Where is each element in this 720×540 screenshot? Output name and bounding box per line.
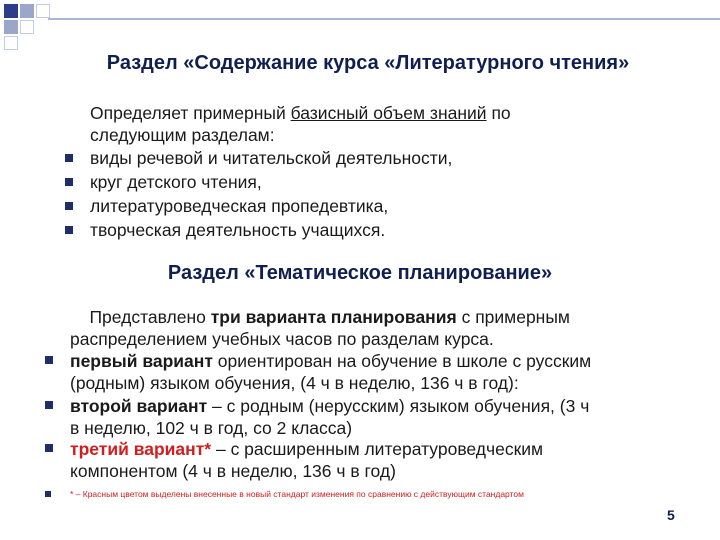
section2-intro-bold: три варианта планирования	[210, 307, 457, 327]
bullet-icon	[65, 226, 73, 234]
item3-red: третий вариант*	[70, 439, 212, 459]
section2-intro-post: с примерным	[456, 307, 570, 327]
item3-rest: – с расширенным литературоведческим	[211, 439, 544, 459]
section2-item-2	[70, 395, 589, 439]
section1-item-1: виды речевой и читательской деятельности,	[90, 148, 453, 168]
item2-line2: в неделю, 102 ч в год, со 2 класса)	[70, 418, 353, 438]
section2-intro	[70, 306, 570, 350]
corner-decoration	[0, 0, 60, 60]
section2-intro-line2: распределением учебных часов по разделам курса.	[70, 329, 494, 349]
bullet-icon	[45, 356, 53, 364]
section1-intro-pre: Определяет примерный	[90, 103, 291, 123]
bullet-icon	[45, 444, 53, 452]
bullet-icon	[65, 202, 73, 210]
item1-rest: ориентирован на обучение в школе с русским	[212, 351, 592, 371]
page-number: 5	[667, 507, 675, 523]
item3-line2: компонентом (4 ч в неделю, 136 ч в год)	[70, 461, 396, 481]
bullet-icon	[65, 154, 73, 162]
section1-item-3: литературоведческая пропедевтика,	[90, 196, 389, 216]
item1-bold: первый вариант	[70, 351, 213, 371]
section1-intro-underlined: базисный объем знаний	[290, 103, 487, 123]
section1-item-2: круг детского чтения,	[90, 172, 262, 192]
section2-intro-pre: Представлено	[89, 307, 211, 327]
section2-title: Раздел «Тематическое планирование»	[167, 262, 553, 284]
item1-line2: (родным) языком обучения, (4 ч в неделю, 136 ч в год):	[70, 373, 519, 393]
bullet-icon	[45, 401, 53, 409]
section1-item-4: творческая деятельность учащихся.	[90, 220, 386, 240]
section1-intro-line2: следующим разделам:	[90, 125, 275, 145]
item2-rest: – с родным (нерусским) языком обучения, (3 ч	[207, 396, 590, 416]
footnote: * – Красным цветом выделены внесенные в новый стандарт изменения по сравнению с действующим стандартом	[70, 489, 524, 499]
item2-bold: второй вариант	[70, 396, 208, 416]
section1-intro-post: по	[486, 103, 511, 123]
section1-intro	[90, 102, 511, 146]
section2-item-1	[70, 350, 591, 394]
section1-title: Раздел «Содержание курса «Литературного чтения»	[106, 52, 630, 74]
bullet-icon	[65, 178, 73, 186]
header-rule	[48, 18, 720, 20]
bullet-icon	[45, 491, 51, 497]
section2-item-3	[70, 438, 543, 482]
